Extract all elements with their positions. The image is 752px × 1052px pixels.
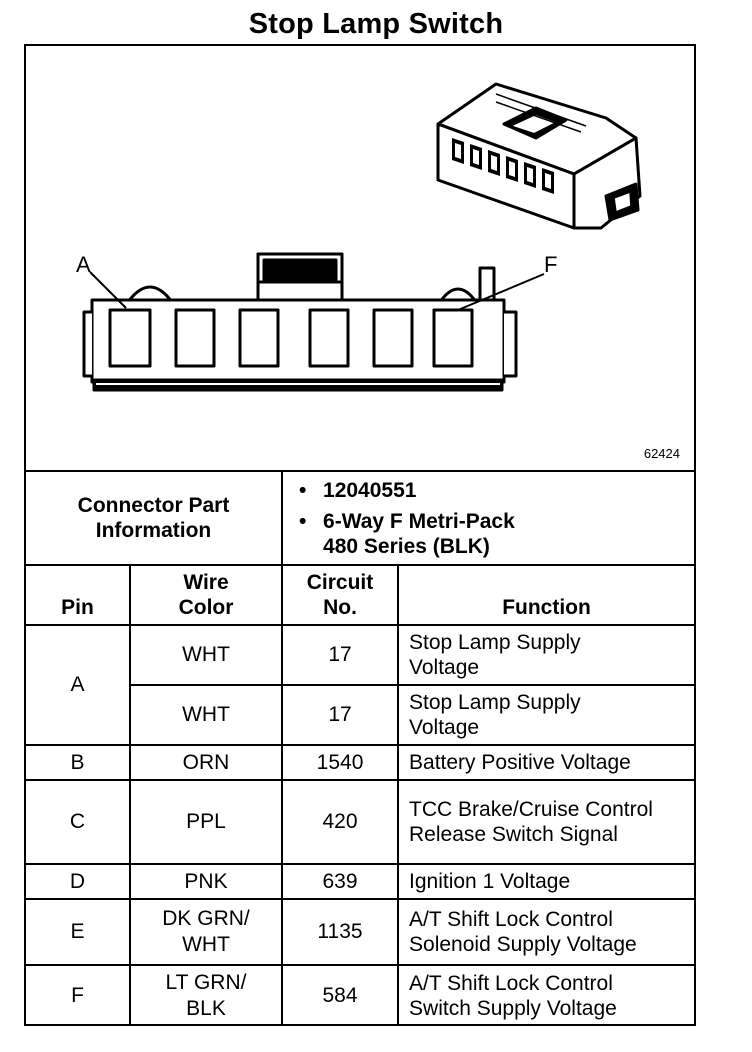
circuit-cell: 17 — [282, 685, 398, 745]
connector-info-row — [26, 471, 694, 565]
connector-info-items — [282, 471, 694, 565]
connector-info-label-text: Connector Part Information — [77, 494, 230, 542]
header-function: Function — [398, 565, 694, 625]
pin-cell: A — [26, 625, 130, 745]
header-circuit-no: Circuit No. — [282, 565, 398, 625]
circuit-cell: 17 — [282, 625, 398, 685]
function-cell: Battery Positive Voltage — [398, 745, 694, 780]
connector-illustration — [26, 46, 694, 470]
pin-cell: E — [26, 899, 130, 965]
wire-color-cell: ORN — [130, 745, 282, 780]
function-cell: Stop Lamp Supply Voltage — [398, 625, 694, 685]
connector-face-view — [84, 254, 544, 390]
pinout-table — [26, 470, 694, 1025]
pin-cell: D — [26, 864, 130, 899]
pin-label-a: A — [76, 252, 91, 277]
circuit-cell: 420 — [282, 780, 398, 864]
header-pin: Pin — [26, 565, 130, 625]
wire-color-cell: WHT — [130, 625, 282, 685]
wire-color-cell: LT GRN/ BLK — [130, 965, 282, 1025]
pin-cell: B — [26, 745, 130, 780]
pin-label-f: F — [544, 252, 558, 277]
table-row — [26, 625, 694, 685]
wire-color-cell: WHT — [130, 685, 282, 745]
function-cell: A/T Shift Lock Control Switch Supply Voltage — [398, 965, 694, 1025]
connector-diagram — [26, 46, 694, 470]
pin-cell: F — [26, 965, 130, 1025]
function-cell: Stop Lamp Supply Voltage — [398, 685, 694, 745]
table-row — [26, 780, 694, 864]
figure-number: 62424 — [643, 446, 680, 461]
table-row — [26, 899, 694, 965]
connector-part-number: • 12040551 — [299, 478, 417, 502]
function-cell: A/T Shift Lock Control Solenoid Supply Voltage — [398, 899, 694, 965]
document-frame — [24, 44, 696, 1026]
function-cell: TCC Brake/Cruise Control Release Switch Signal — [398, 780, 694, 864]
wire-color-cell: PPL — [130, 780, 282, 864]
wire-color-cell: PNK — [130, 864, 282, 899]
circuit-cell: 584 — [282, 965, 398, 1025]
table-row — [26, 864, 694, 899]
table-header-row — [26, 565, 694, 625]
connector-description: • 6-Way F Metri-Pack 480 Series (BLK) — [299, 509, 515, 558]
circuit-cell: 1135 — [282, 899, 398, 965]
pin-cell: C — [26, 780, 130, 864]
header-wire-color: Wire Color — [130, 565, 282, 625]
circuit-cell: 639 — [282, 864, 398, 899]
wire-color-cell: DK GRN/ WHT — [130, 899, 282, 965]
connector-info-label — [26, 471, 282, 565]
table-row — [26, 745, 694, 780]
table-row — [26, 965, 694, 1025]
connector-3d-view — [438, 84, 640, 228]
circuit-cell: 1540 — [282, 745, 398, 780]
page-title: Stop Lamp Switch — [248, 8, 504, 40]
function-cell: Ignition 1 Voltage — [398, 864, 694, 899]
